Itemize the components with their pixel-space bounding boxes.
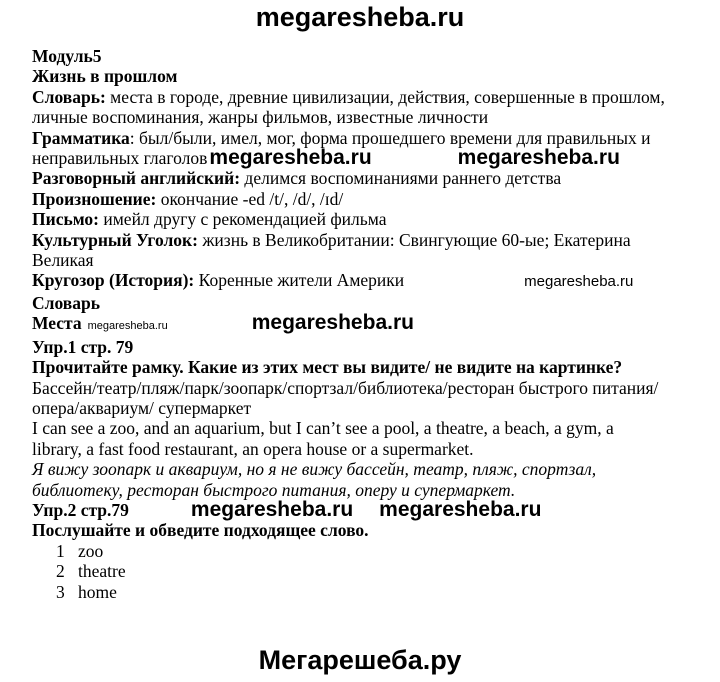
- list-item-word: home: [78, 581, 117, 602]
- module-title: Модуль5: [32, 46, 102, 66]
- watermark-inline-2: megaresheba.ru: [457, 146, 620, 170]
- grammar-line-2: [32, 148, 712, 168]
- ex1-answer-ru-1: Я вижу зоопарк и аквариум, но я не вижу бассейн, театр, пляж, спортзал,: [32, 459, 597, 480]
- watermark-inline-3: megaresheba.ru: [524, 273, 634, 291]
- watermark-inline-5: megaresheba.ru: [251, 311, 414, 335]
- grammar-line-1: [32, 128, 712, 148]
- spoken-text: делимся воспоминаниями раннего детства: [240, 168, 562, 189]
- outlook-label: Кругозор (История):: [32, 270, 195, 291]
- list-item-number: 2: [56, 561, 65, 582]
- section-vocab: Словарь: [32, 292, 100, 313]
- ex1-answer-ru-2: библиотеку, ресторан быстрого питания, оперу и супермаркет.: [32, 479, 516, 500]
- list-item-number: 1: [56, 540, 65, 561]
- writing-label: Письмо:: [32, 209, 99, 230]
- ex1-title: Упр.1 стр. 79: [32, 336, 134, 357]
- topic-title: Жизнь в прошлом: [32, 66, 178, 87]
- ex2-title: Упр.2 стр.79: [32, 499, 129, 520]
- ex1-answer-en-2: library, a fast food restaurant, an opera house or a supermarket.: [32, 438, 474, 459]
- ex1-words-1: Бассейн/театр/пляж/парк/зоопарк/спортзал/библиотека/ресторан быстрого питания/: [32, 377, 659, 398]
- spoken-label: Разговорный английский:: [32, 168, 241, 189]
- pronunciation-label: Произношение:: [32, 188, 157, 209]
- ex1-words-2: опера/аквариум/ супермаркет: [32, 397, 252, 418]
- vocab-text-2: личные воспоминания, жанры фильмов, известные личности: [32, 107, 489, 128]
- list-item-word: theatre: [78, 561, 126, 582]
- vocab-label: Словарь:: [32, 86, 106, 107]
- list-item-number: 3: [56, 581, 65, 602]
- grammar-text-2: неправильных глаголов: [32, 148, 208, 169]
- outlook-text: Коренные жители Америки: [194, 270, 405, 291]
- watermark-bottom: Мегарешеба.ру: [258, 645, 462, 675]
- grammar-label: Грамматика: [32, 127, 130, 148]
- ex1-task: Прочитайте рамку. Какие из этих мест вы видите/ не видите на картинке?: [32, 357, 623, 378]
- watermark-inline-7: megaresheba.ru: [379, 497, 542, 521]
- watermark-inline-1: megaresheba.ru: [209, 146, 372, 170]
- culture-text-1: жизнь в Великобритании: Свингующие 60-ые; Екатерина: [197, 229, 631, 250]
- writing-text: имейл другу с рекомендацией фильма: [98, 209, 387, 230]
- vocab-text-1: места в городе, древние цивилизации, действия, совершенные в прошлом,: [105, 86, 665, 107]
- watermark-inline-4: megaresheba.ru: [87, 320, 168, 333]
- vocab-line-1: [32, 87, 712, 107]
- writing-line: [32, 209, 712, 229]
- list-item: [32, 561, 712, 581]
- list-item-word: zoo: [78, 540, 104, 561]
- pronunciation-line: [32, 189, 712, 209]
- spoken-line: [32, 168, 712, 188]
- outlook-line: [32, 270, 712, 292]
- watermark-top: megaresheba.ru: [255, 2, 465, 32]
- culture-label: Культурный Уголок:: [32, 229, 198, 250]
- ex2-title-line: [32, 497, 712, 521]
- list-item: [32, 541, 712, 561]
- ex1-answer-en-1: I can see a zoo, and an aquarium, but I can’t see a pool, a theatre, a beach, a gym, a: [32, 418, 614, 439]
- document-body: [32, 46, 712, 602]
- watermark-inline-6: megaresheba.ru: [190, 497, 354, 521]
- culture-line-1: [32, 230, 712, 250]
- culture-text-2: Великая: [32, 250, 94, 271]
- ex2-task: Послушайте и обведите подходящее слово.: [32, 520, 369, 541]
- grammar-text-1: : был/были, имел, мог, форма прошедшего времени для правильных и: [129, 127, 651, 148]
- section-places-line: [32, 313, 712, 336]
- section-places: Места: [32, 313, 82, 334]
- list-item: [32, 582, 712, 602]
- pronunciation-text: окончание -ed /t/, /d/, /ɪd/: [156, 188, 344, 209]
